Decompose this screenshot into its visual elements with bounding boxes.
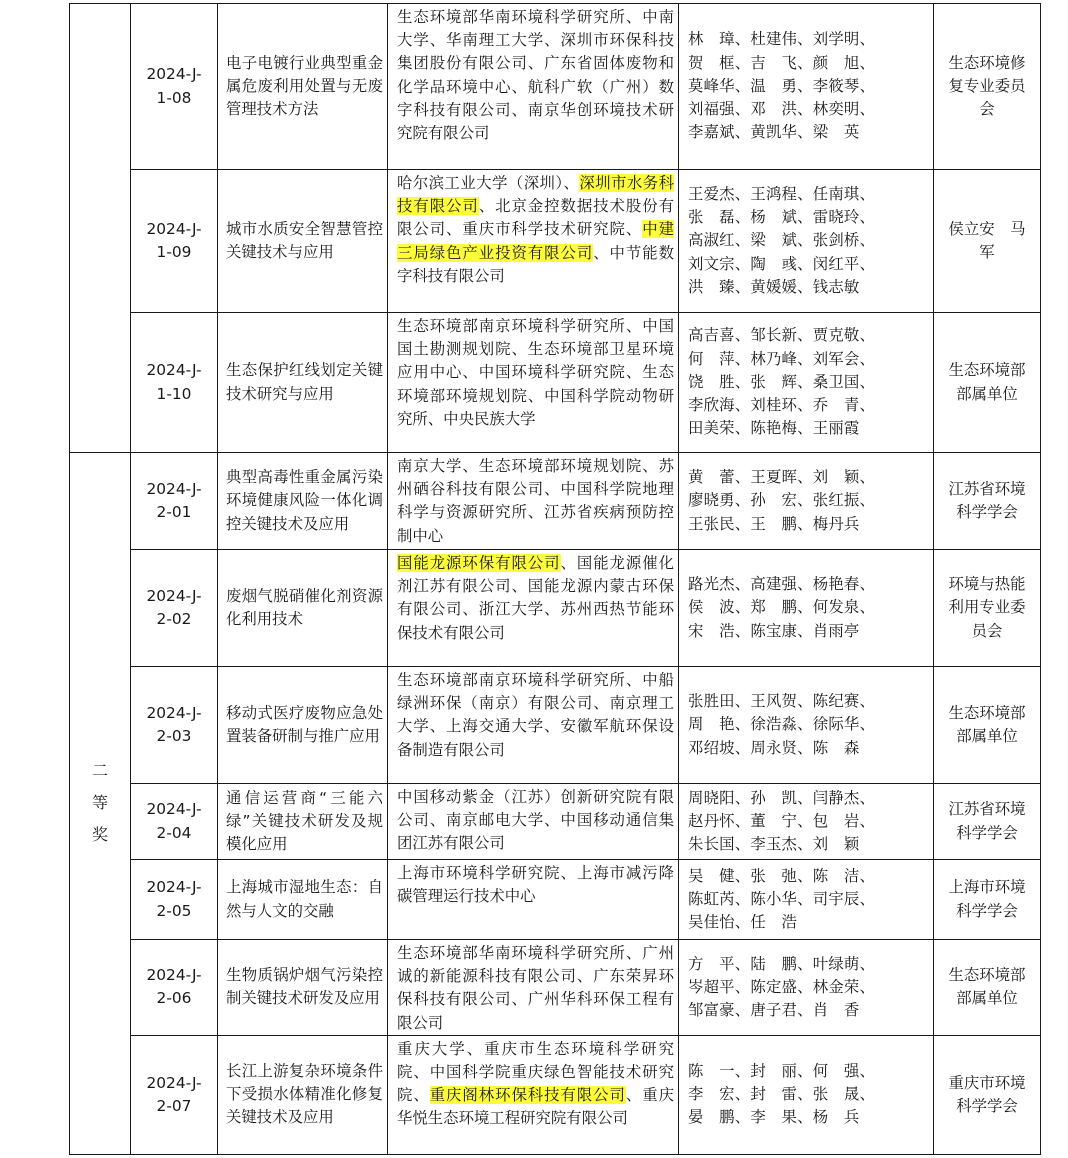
contributor-line: 周晓阳、孙 凯、闫静杰、 xyxy=(688,788,876,807)
contributor-line: 朱长国、李玉杰、刘 颖 xyxy=(688,835,860,854)
organization-text: 、国能龙源催化剂江苏有限公司、国能龙源内蒙古环保有限公司、浙江大学、苏州西热节能环保技术有限公司 xyxy=(397,554,674,642)
contributor-line: 贺 框、吉 飞、颜 旭、 xyxy=(688,53,876,72)
organizations xyxy=(397,552,674,645)
recommender: 江苏省环境科学学会 xyxy=(948,479,1026,521)
contributor-line: 莫峰华、温 勇、李筱琴、 xyxy=(688,76,876,95)
table-row xyxy=(70,667,1041,784)
organizations-cell xyxy=(388,940,679,1036)
highlighted-organization: 重庆阁林环保科技有限公司 xyxy=(429,1086,626,1105)
project-name-cell xyxy=(218,550,388,667)
contributors-cell xyxy=(679,550,934,667)
recommender: 环境与热能利用专业委员会 xyxy=(948,575,1026,640)
project-name-cell xyxy=(218,170,388,313)
project-name: 移动式医疗废物应急处置装备研制与推广应用 xyxy=(226,703,383,745)
organizations-cell xyxy=(388,4,679,170)
project-code-cell xyxy=(131,860,218,940)
grade-label: 二等奖 xyxy=(91,761,108,845)
organization-text: 南京大学、生态环境部环境规划院、苏州硒谷科技有限公司、中国科学院地理科学与资源研究所、江苏省疾病预防控制中心 xyxy=(397,457,674,545)
contributors xyxy=(688,953,931,1023)
organization-text: 哈尔滨工业大学（深圳）、 xyxy=(397,174,580,192)
project-name: 通信运营商“三能六绿”关键技术研发及规模化应用 xyxy=(226,788,383,854)
organizations-cell xyxy=(388,784,679,860)
contributor-line: 周 艳、徐浩淼、徐际华、 xyxy=(688,715,876,734)
organization-text: 、中节能数字科技有限公司 xyxy=(397,243,674,285)
project-code-cell xyxy=(131,313,218,453)
project-name-cell xyxy=(218,1035,388,1154)
grade-cell-second xyxy=(70,453,131,1155)
contributor-line: 刘福强、邓 洪、林奕明、 xyxy=(688,100,876,119)
project-name: 废烟气脱硝催化剂资源化利用技术 xyxy=(226,586,383,628)
project-name-cell xyxy=(218,313,388,453)
recommender-cell xyxy=(934,860,1041,940)
recommender-cell xyxy=(934,667,1041,784)
project-code: 2024-J-2-01 xyxy=(146,479,202,521)
organization-text: 上海市环境科学研究院、上海市减污降碳管理运行技术中心 xyxy=(397,864,674,906)
contributor-line: 吴佳怡、任 浩 xyxy=(688,913,798,932)
organizations-cell xyxy=(388,550,679,667)
recommender: 生态环境部部属单位 xyxy=(948,361,1026,403)
table-row xyxy=(70,784,1041,860)
contributor-line: 高吉喜、邹长新、贾克敬、 xyxy=(688,326,876,345)
recommender-cell xyxy=(934,453,1041,550)
recommender-cell xyxy=(934,1035,1041,1154)
project-name-cell xyxy=(218,784,388,860)
project-code: 2024-J-2-04 xyxy=(146,800,202,842)
contributors xyxy=(688,1060,931,1130)
project-code: 2024-J-1-10 xyxy=(146,361,202,403)
project-code-cell xyxy=(131,1035,218,1154)
project-code-cell xyxy=(131,170,218,313)
project-code: 2024-J-2-07 xyxy=(146,1073,202,1115)
awards-table xyxy=(69,3,1041,1155)
organizations xyxy=(397,6,674,145)
contributor-line: 方 平、陆 鹏、叶绿萌、 xyxy=(688,954,876,973)
project-code-cell xyxy=(131,667,218,784)
project-name: 上海城市湿地生态：自然与人文的交融 xyxy=(226,878,383,920)
organizations-cell xyxy=(388,170,679,313)
contributor-line: 李嘉斌、黄凯华、梁 英 xyxy=(688,123,860,142)
project-code-cell xyxy=(131,4,218,170)
recommender: 上海市环境科学学会 xyxy=(948,878,1026,920)
organization-text: 生态环境部华南环境科学研究所、广州诚的新能源科技有限公司、广东荣昇环保科技有限公司、广州华科环保工程有限公司 xyxy=(397,944,674,1032)
organizations xyxy=(397,315,674,431)
recommender-cell xyxy=(934,170,1041,313)
recommender: 重庆市环境科学学会 xyxy=(948,1073,1026,1115)
table-row xyxy=(70,313,1041,453)
organization-text: 中国移动紫金（江苏）创新研究院有限公司、南京邮电大学、中国移动通信集团江苏有限公司 xyxy=(397,788,674,853)
contributor-line: 李 宏、封 雷、张 晟、 xyxy=(688,1085,876,1104)
organizations xyxy=(397,172,674,288)
recommender: 生态环境修复专业委员会 xyxy=(948,53,1026,119)
organization-text: 生态环境部南京环境科学研究所、中国国土勘测规划院、生态环境部卫星环境应用中心、中国环境科学研究院、生态环境部环境规划院、中国科学院动物研究所、中央民族大学 xyxy=(397,317,674,428)
highlighted-organization: 国能龙源环保有限公司 xyxy=(397,554,561,572)
contributor-line: 田美荣、陈艳梅、王丽霞 xyxy=(688,419,860,438)
organizations xyxy=(397,1038,674,1131)
organizations xyxy=(397,942,674,1035)
project-name-cell xyxy=(218,940,388,1036)
project-code: 2024-J-1-08 xyxy=(146,65,202,107)
project-name: 典型高毒性重金属污染环境健康风险一体化调控关键技术及应用 xyxy=(226,468,383,533)
organizations xyxy=(397,862,674,908)
recommender-cell xyxy=(934,313,1041,453)
contributor-line: 路光杰、高建强、杨艳春、 xyxy=(688,575,876,594)
contributor-line: 何 萍、林乃峰、刘军会、 xyxy=(688,349,876,368)
recommender-cell xyxy=(934,940,1041,1036)
contributor-line: 刘文宗、陶 彧、闵红平、 xyxy=(688,254,876,273)
contributors-cell xyxy=(679,667,934,784)
contributor-line: 黄 蕾、王夏晖、刘 颖、 xyxy=(688,468,876,487)
table-row xyxy=(70,940,1041,1036)
table-row xyxy=(70,860,1041,940)
contributors xyxy=(688,690,931,760)
contributor-line: 高淑红、梁 斌、张剑桥、 xyxy=(688,231,876,250)
contributor-line: 王张民、王 鹏、梅丹兵 xyxy=(688,514,860,533)
contributors xyxy=(688,324,931,440)
contributor-line: 邹富豪、唐子君、肖 香 xyxy=(688,1001,860,1019)
contributor-line: 饶 胜、张 辉、桑卫国、 xyxy=(688,372,876,391)
contributors-cell xyxy=(679,4,934,170)
project-code-cell xyxy=(131,784,218,860)
recommender-cell xyxy=(934,4,1041,170)
recommender: 江苏省环境科学学会 xyxy=(948,800,1026,842)
project-code: 2024-J-2-02 xyxy=(146,586,202,628)
table-row xyxy=(70,170,1041,313)
table-row xyxy=(70,4,1041,170)
organizations xyxy=(397,786,674,856)
table-row xyxy=(70,550,1041,667)
organizations-cell xyxy=(388,860,679,940)
organizations xyxy=(397,669,674,762)
organizations xyxy=(397,455,674,548)
contributor-line: 李欣海、刘桂环、乔 青、 xyxy=(688,396,876,415)
contributors-cell xyxy=(679,860,934,940)
contributor-line: 张 磊、杨 斌、雷晓玲、 xyxy=(688,208,876,227)
project-code: 2024-J-2-03 xyxy=(146,703,202,745)
project-code: 2024-J-1-09 xyxy=(146,219,202,261)
contributor-line: 陈虹芮、陈小华、司宇辰、 xyxy=(688,889,876,908)
project-name: 长江上游复杂环境条件下受损水体精准化修复关键技术及应用 xyxy=(226,1062,383,1127)
project-name-cell xyxy=(218,453,388,550)
contributor-line: 赵丹怀、董 宁、包 岩、 xyxy=(688,811,876,830)
project-code-cell xyxy=(131,940,218,1036)
project-code-cell xyxy=(131,550,218,667)
contributor-line: 陈 一、封 丽、何 强、 xyxy=(688,1062,876,1080)
organizations-cell xyxy=(388,313,679,453)
contributor-line: 邓绍坡、周永贤、陈 森 xyxy=(688,738,860,757)
recommender: 侯立安 马 军 xyxy=(948,219,1041,261)
recommender-cell xyxy=(934,784,1041,860)
project-name: 城市水质安全智慧管控关键技术与应用 xyxy=(226,219,383,261)
contributors xyxy=(688,787,931,857)
recommender: 生态环境部部属单位 xyxy=(948,966,1026,1008)
project-code: 2024-J-2-06 xyxy=(146,966,202,1008)
contributor-line: 洪 臻、黄媛媛、钱志敏 xyxy=(688,277,860,296)
table-row xyxy=(70,1035,1041,1154)
project-name-cell xyxy=(218,860,388,940)
organization-text: 生态环境部华南环境科学研究所、中南大学、华南理工大学、深圳市环保科技集团股份有限公司、广东省固体废物和化学品环境中心、航科广软（广州）数字科技有限公司、南京华创环境技术研究院有限公司 xyxy=(397,8,674,143)
grade-cell-first xyxy=(70,4,131,453)
contributor-line: 林 璋、杜建伟、刘学明、 xyxy=(688,30,876,49)
contributor-line: 吴 健、张 弛、陈 洁、 xyxy=(688,866,876,885)
contributors-cell xyxy=(679,1035,934,1154)
highlighted-organization: 深圳市水务科技有限公司 xyxy=(397,174,674,216)
contributor-line: 岑超平、陈定盛、林金荣、 xyxy=(688,977,876,996)
project-name-cell xyxy=(218,4,388,170)
organizations-cell xyxy=(388,453,679,550)
organizations-cell xyxy=(388,667,679,784)
contributor-line: 晏 鹏、李 果、杨 兵 xyxy=(688,1108,860,1127)
contributors-cell xyxy=(679,313,934,453)
contributors-cell xyxy=(679,453,934,550)
highlighted-organization: 中建三局绿色产业投资有限公司 xyxy=(397,220,674,262)
project-name: 电子电镀行业典型重金属危废利用处置与无废管理技术方法 xyxy=(226,53,383,119)
contributors-cell xyxy=(679,784,934,860)
contributors-cell xyxy=(679,940,934,1036)
contributors xyxy=(688,466,931,536)
organization-text: 、北京金控数据技术股份有限公司、重庆市科学技术研究院、 xyxy=(397,197,674,239)
project-name-cell xyxy=(218,667,388,784)
contributors xyxy=(688,183,931,299)
contributor-line: 侯 波、郑 鹏、何发泉、 xyxy=(688,598,876,617)
recommender-cell xyxy=(934,550,1041,667)
contributor-line: 宋 浩、陈宝康、肖雨亭 xyxy=(688,621,860,640)
project-code-cell xyxy=(131,453,218,550)
organization-text: 重庆大学、重庆市生态环境科学研究院、中国科学院重庆绿色智能技术研究院、 xyxy=(397,1039,674,1105)
project-name: 生态保护红线划定关键技术研究与应用 xyxy=(226,361,383,403)
contributor-line: 廖晓勇、孙 宏、张红振、 xyxy=(688,491,876,510)
contributors-cell xyxy=(679,170,934,313)
contributors xyxy=(688,573,931,643)
contributors xyxy=(688,865,931,935)
project-code: 2024-J-2-05 xyxy=(146,878,202,920)
contributor-line: 王爱杰、王鸿程、任南琪、 xyxy=(688,184,876,203)
organizations-cell xyxy=(388,1035,679,1154)
organization-text: 、重庆华悦生态环境工程研究院有限公司 xyxy=(397,1086,674,1128)
awards-table-body xyxy=(70,4,1041,1155)
contributor-line: 张胜田、王风贺、陈纪赛、 xyxy=(688,692,876,711)
table-row xyxy=(70,453,1041,550)
contributors xyxy=(688,28,931,144)
recommender: 生态环境部部属单位 xyxy=(948,703,1026,745)
project-name: 生物质锅炉烟气污染控制关键技术研发及应用 xyxy=(226,966,383,1008)
organization-text: 生态环境部南京环境科学研究所、中船绿洲环保（南京）有限公司、南京理工大学、上海交通大学、安徽军航环保设备制造有限公司 xyxy=(397,671,674,759)
